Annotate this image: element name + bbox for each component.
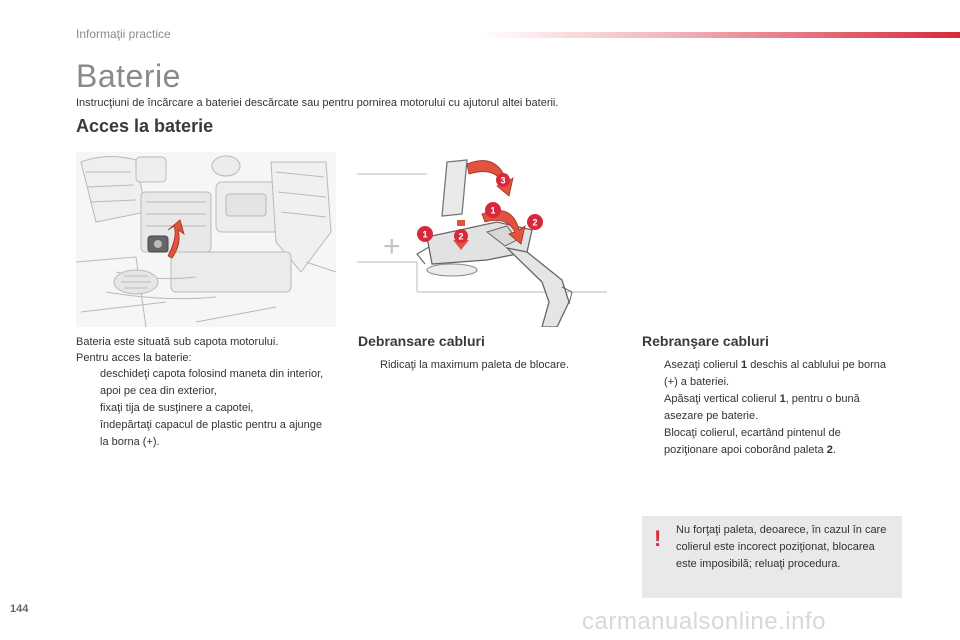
list-item: fixaţi tija de susţinere a capotei, xyxy=(100,402,254,414)
callout-2-right: 2 xyxy=(532,217,538,228)
disconnect-steps-list xyxy=(358,357,608,374)
callout-1-right: 1 xyxy=(490,205,496,216)
list-item: îndepărtaţi capacul de plastic pentru a ajunge la borna (+). xyxy=(100,419,322,448)
terminal-clamp-diagram xyxy=(357,152,607,327)
warning-box xyxy=(642,516,902,598)
section-heading: Acces la baterie xyxy=(76,116,214,136)
section-header: Informaţii practice xyxy=(76,27,171,41)
access-text-location: Bateria este situată sub capota motorului. xyxy=(76,336,279,348)
callout-1-left: 1 xyxy=(422,229,428,240)
access-steps-list xyxy=(76,366,326,451)
reconnect-heading: Rebranşare cabluri xyxy=(642,333,769,349)
callout-2-left: 2 xyxy=(458,231,464,242)
header-accent-bar xyxy=(480,32,960,38)
reconnect-steps-list xyxy=(642,357,892,459)
list-item: Asezaţi colierul 1 deschis al cablului pe borna (+) a bateriei. xyxy=(664,359,886,388)
exclamation-icon: ! xyxy=(654,526,662,551)
access-text-intro: Pentru acces la baterie: xyxy=(76,352,192,364)
list-item: Apăsaţi vertical colierul 1, pentru o bună asezare pe baterie. xyxy=(664,393,860,422)
warning-text: Nu forţaţi paleta, deoarece, în cazul în care colierul este incorect poziţionat, blocarea este imposibilă; reluaţi procedura. xyxy=(676,524,887,570)
callout-3: 3 xyxy=(500,175,506,186)
access-instructions xyxy=(76,334,326,451)
engine-bay-photo xyxy=(76,152,336,327)
intro-text: Instrucţiuni de încărcare a bateriei descărcate sau pentru pornirea motorului cu ajutorul altei baterii. xyxy=(76,97,559,109)
list-item: Blocaţi colierul, ecartând pintenul de poziţionare apoi coborând paleta 2. xyxy=(664,427,841,456)
page-number: 144 xyxy=(10,603,29,615)
page-title: Baterie xyxy=(76,58,181,94)
plus-terminal-mark: + xyxy=(383,230,401,263)
list-item: Ridicaţi la maximum paleta de blocare. xyxy=(380,359,569,371)
disconnect-heading: Debransare cabluri xyxy=(358,333,485,349)
list-item: deschideţi capota folosind maneta din interior, apoi pe cea din exterior, xyxy=(100,368,324,397)
watermark: carmanualsonline.info xyxy=(582,608,826,635)
